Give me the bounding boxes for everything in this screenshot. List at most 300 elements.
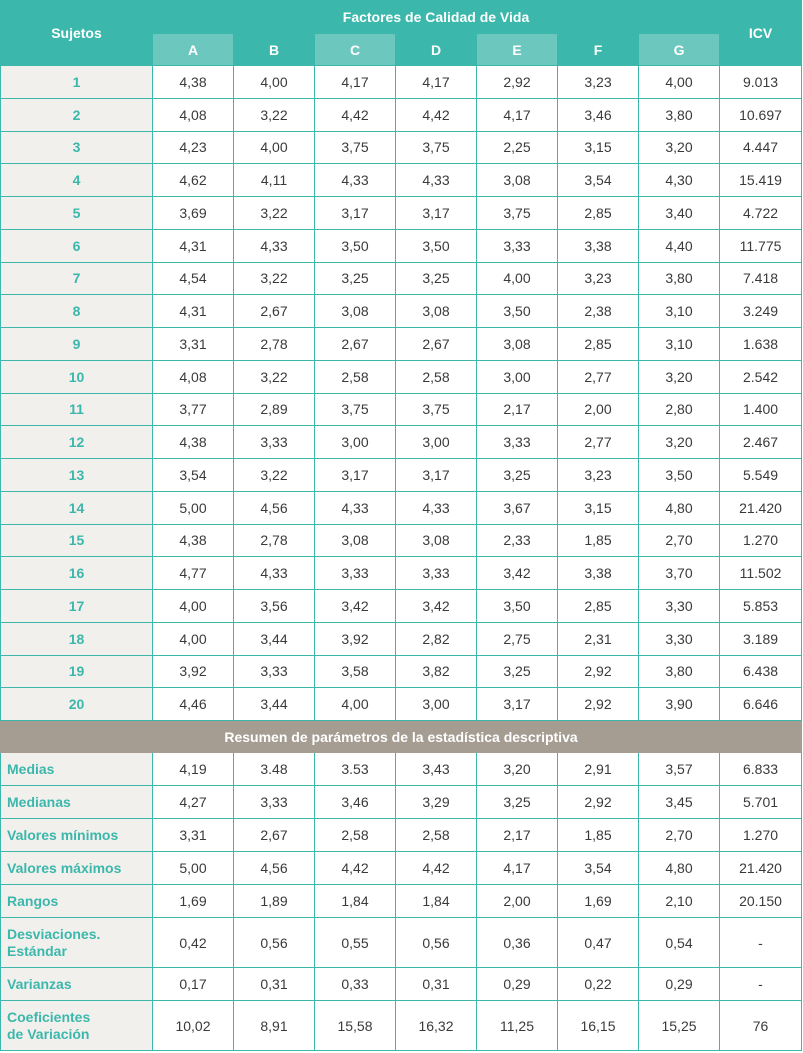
table-row — [1, 590, 802, 623]
icv-cell: 15.419 — [720, 164, 802, 197]
icv-cell: 1.638 — [720, 328, 802, 361]
summary-cell: 4,42 — [315, 852, 396, 885]
summary-cell: 0,42 — [153, 918, 234, 968]
factor-cell: 4,77 — [153, 557, 234, 590]
factor-cell: 2,75 — [477, 622, 558, 655]
summary-icv-cell: - — [720, 968, 802, 1001]
summary-cell: 3,33 — [234, 786, 315, 819]
summary-label — [1, 786, 153, 819]
factor-cell: 3,77 — [153, 393, 234, 426]
subject-id: 10 — [1, 360, 153, 393]
factor-cell: 3,42 — [315, 590, 396, 623]
factor-cell: 3,56 — [234, 590, 315, 623]
summary-cell: 3,54 — [558, 852, 639, 885]
summary-cell: 3,31 — [153, 819, 234, 852]
factor-cell: 4,00 — [234, 131, 315, 164]
summary-cell: 0,29 — [477, 968, 558, 1001]
icv-cell: 1.270 — [720, 524, 802, 557]
factor-cell: 3,23 — [558, 262, 639, 295]
factor-cell: 4,46 — [153, 688, 234, 721]
header-icv: ICV — [720, 1, 802, 66]
summary-cell: 4,17 — [477, 852, 558, 885]
summary-cell: 0,17 — [153, 968, 234, 1001]
summary-cell: 16,32 — [396, 1001, 477, 1051]
factor-cell: 3,08 — [396, 524, 477, 557]
factor-cell: 4,38 — [153, 426, 234, 459]
factor-cell: 4,33 — [234, 229, 315, 262]
factor-cell: 3,33 — [234, 655, 315, 688]
subject-id: 19 — [1, 655, 153, 688]
factor-cell: 4,42 — [396, 98, 477, 131]
factor-cell: 4,42 — [315, 98, 396, 131]
table-row — [1, 393, 802, 426]
summary-label — [1, 1001, 153, 1051]
factor-cell: 4,33 — [396, 491, 477, 524]
subject-id: 16 — [1, 557, 153, 590]
summary-cell: 1,69 — [558, 885, 639, 918]
factor-cell: 3,33 — [477, 229, 558, 262]
factor-cell: 2,80 — [639, 393, 720, 426]
factor-cell: 3,58 — [315, 655, 396, 688]
summary-label-line: Valores máximos — [7, 859, 122, 876]
summary-cell: 0,47 — [558, 918, 639, 968]
factor-cell: 2,33 — [477, 524, 558, 557]
subject-id: 9 — [1, 328, 153, 361]
table-row — [1, 197, 802, 230]
table-row — [1, 328, 802, 361]
factor-cell: 2,00 — [558, 393, 639, 426]
summary-cell: 2,58 — [396, 819, 477, 852]
factor-cell: 3,33 — [315, 557, 396, 590]
summary-label-line: Estándar — [7, 942, 67, 959]
factor-cell: 3,50 — [477, 295, 558, 328]
factor-cell: 3,17 — [396, 459, 477, 492]
summary-cell: 2,70 — [639, 819, 720, 852]
factor-cell: 4,17 — [315, 66, 396, 99]
table-row — [1, 491, 802, 524]
table-row — [1, 426, 802, 459]
factor-cell: 3,33 — [396, 557, 477, 590]
summary-cell: 0,33 — [315, 968, 396, 1001]
factor-cell: 2,85 — [558, 590, 639, 623]
factor-cell: 1,85 — [558, 524, 639, 557]
table-row — [1, 622, 802, 655]
factor-cell: 3,22 — [234, 98, 315, 131]
factor-cell: 3,82 — [396, 655, 477, 688]
factor-cell: 3,70 — [639, 557, 720, 590]
factor-cell: 3,08 — [396, 295, 477, 328]
header-factor-e: E — [477, 34, 558, 66]
summary-cell: 15,25 — [639, 1001, 720, 1051]
subject-id: 8 — [1, 295, 153, 328]
summary-cell: 8,91 — [234, 1001, 315, 1051]
factor-cell: 3,42 — [477, 557, 558, 590]
factor-cell: 4,17 — [477, 98, 558, 131]
factor-cell: 4,33 — [234, 557, 315, 590]
icv-cell: 2.542 — [720, 360, 802, 393]
table-row — [1, 66, 802, 99]
summary-icv-cell: 1.270 — [720, 819, 802, 852]
factor-cell: 4,00 — [153, 590, 234, 623]
subject-id: 2 — [1, 98, 153, 131]
summary-label-line: Medias — [7, 760, 55, 777]
summary-cell: 4,42 — [396, 852, 477, 885]
factor-cell: 2,82 — [396, 622, 477, 655]
factor-cell: 2,85 — [558, 197, 639, 230]
summary-row — [1, 968, 802, 1001]
factor-cell: 3,30 — [639, 590, 720, 623]
factor-cell: 2,89 — [234, 393, 315, 426]
factor-cell: 4,17 — [396, 66, 477, 99]
factor-cell: 4,00 — [153, 622, 234, 655]
factor-cell: 3,75 — [477, 197, 558, 230]
summary-cell: 1,69 — [153, 885, 234, 918]
factor-cell: 5,00 — [153, 491, 234, 524]
summary-cell: 11,25 — [477, 1001, 558, 1051]
factor-cell: 4,11 — [234, 164, 315, 197]
factor-cell: 3,80 — [639, 98, 720, 131]
icv-cell: 1.400 — [720, 393, 802, 426]
header-factor-c: C — [315, 34, 396, 66]
factor-cell: 3,54 — [558, 164, 639, 197]
factor-cell: 3,17 — [315, 197, 396, 230]
factor-cell: 3,22 — [234, 360, 315, 393]
icv-cell: 7.418 — [720, 262, 802, 295]
factor-cell: 2,58 — [315, 360, 396, 393]
factor-cell: 3,44 — [234, 688, 315, 721]
summary-cell: 0,56 — [234, 918, 315, 968]
factor-cell: 2,85 — [558, 328, 639, 361]
subject-id: 17 — [1, 590, 153, 623]
summary-cell: 4,80 — [639, 852, 720, 885]
subject-id: 3 — [1, 131, 153, 164]
summary-cell: 3,46 — [315, 786, 396, 819]
factor-cell: 3,23 — [558, 459, 639, 492]
factor-cell: 3,30 — [639, 622, 720, 655]
factor-cell: 3,40 — [639, 197, 720, 230]
subject-id: 14 — [1, 491, 153, 524]
factor-cell: 4,23 — [153, 131, 234, 164]
summary-row — [1, 1001, 802, 1051]
summary-row — [1, 819, 802, 852]
factor-cell: 4,54 — [153, 262, 234, 295]
summary-cell: 0,29 — [639, 968, 720, 1001]
factor-cell: 3,50 — [477, 590, 558, 623]
factor-cell: 3,75 — [396, 131, 477, 164]
summary-label-line: Desviaciones. — [7, 925, 101, 942]
factor-cell: 4,31 — [153, 229, 234, 262]
header-factor-d: D — [396, 34, 477, 66]
subject-id: 11 — [1, 393, 153, 426]
icv-cell: 11.502 — [720, 557, 802, 590]
table-row — [1, 688, 802, 721]
factor-cell: 4,00 — [315, 688, 396, 721]
header-factor-a: A — [153, 34, 234, 66]
summary-cell: 4,56 — [234, 852, 315, 885]
subject-id: 4 — [1, 164, 153, 197]
factor-cell: 3,75 — [315, 393, 396, 426]
icv-cell: 4.447 — [720, 131, 802, 164]
factor-cell: 2,17 — [477, 393, 558, 426]
factor-cell: 3,50 — [639, 459, 720, 492]
summary-label — [1, 885, 153, 918]
factor-cell: 4,08 — [153, 360, 234, 393]
factor-cell: 3,08 — [315, 524, 396, 557]
summary-label-line: Rangos — [7, 892, 59, 909]
factor-cell: 2,78 — [234, 328, 315, 361]
summary-cell: 5,00 — [153, 852, 234, 885]
factor-cell: 4,38 — [153, 524, 234, 557]
summary-label — [1, 819, 153, 852]
summary-cell: 2,91 — [558, 753, 639, 786]
factor-cell: 3,44 — [234, 622, 315, 655]
factor-cell: 3,69 — [153, 197, 234, 230]
table-row — [1, 459, 802, 492]
subject-id: 7 — [1, 262, 153, 295]
factor-cell: 2,92 — [558, 655, 639, 688]
icv-cell: 4.722 — [720, 197, 802, 230]
factor-cell: 2,31 — [558, 622, 639, 655]
factor-cell: 3,20 — [639, 360, 720, 393]
icv-cell: 21.420 — [720, 491, 802, 524]
factor-cell: 3,10 — [639, 295, 720, 328]
summary-section — [1, 721, 802, 753]
factor-cell: 2,67 — [396, 328, 477, 361]
summary-cell: 4,27 — [153, 786, 234, 819]
factor-cell: 4,56 — [234, 491, 315, 524]
icv-cell: 6.438 — [720, 655, 802, 688]
summary-label — [1, 753, 153, 786]
factor-cell: 2,25 — [477, 131, 558, 164]
factor-cell: 3,46 — [558, 98, 639, 131]
factor-cell: 3,15 — [558, 131, 639, 164]
factor-cell: 3,50 — [315, 229, 396, 262]
summary-icv-cell: 6.833 — [720, 753, 802, 786]
summary-label-line: Coeficientes — [7, 1008, 91, 1025]
factor-cell: 3,80 — [639, 262, 720, 295]
summary-cell: 3.53 — [315, 753, 396, 786]
summary-label — [1, 918, 153, 968]
table-row — [1, 229, 802, 262]
summary-cell: 2,17 — [477, 819, 558, 852]
summary-cell: 0,55 — [315, 918, 396, 968]
factor-cell: 3,75 — [396, 393, 477, 426]
factor-cell: 4,08 — [153, 98, 234, 131]
factor-cell: 3,25 — [477, 655, 558, 688]
summary-cell: 4,19 — [153, 753, 234, 786]
summary-cell: 0,31 — [234, 968, 315, 1001]
factor-cell: 3,33 — [477, 426, 558, 459]
factor-cell: 3,00 — [477, 360, 558, 393]
summary-label — [1, 968, 153, 1001]
factor-cell: 3,20 — [639, 426, 720, 459]
factor-cell: 2,78 — [234, 524, 315, 557]
table-row — [1, 98, 802, 131]
subject-id: 18 — [1, 622, 153, 655]
factor-cell: 3,10 — [639, 328, 720, 361]
summary-label-line: Medianas — [7, 793, 71, 810]
summary-cell: 0,22 — [558, 968, 639, 1001]
subject-id: 20 — [1, 688, 153, 721]
factor-cell: 4,80 — [639, 491, 720, 524]
factor-cell: 3,92 — [315, 622, 396, 655]
header-factores: Factores de Calidad de Vida — [153, 1, 720, 34]
summary-cell: 1,85 — [558, 819, 639, 852]
summary-cell: 2,67 — [234, 819, 315, 852]
factor-cell: 3,08 — [477, 164, 558, 197]
factor-cell: 3,00 — [315, 426, 396, 459]
factor-cell: 2,92 — [477, 66, 558, 99]
summary-cell: 10,02 — [153, 1001, 234, 1051]
summary-row — [1, 852, 802, 885]
factor-cell: 3,38 — [558, 557, 639, 590]
summary-cell: 0,54 — [639, 918, 720, 968]
icv-cell: 3.249 — [720, 295, 802, 328]
icv-cell: 5.853 — [720, 590, 802, 623]
factor-cell: 4,38 — [153, 66, 234, 99]
factor-cell: 2,77 — [558, 426, 639, 459]
factor-cell: 3,08 — [315, 295, 396, 328]
summary-cell: 2,10 — [639, 885, 720, 918]
factor-cell: 3,22 — [234, 262, 315, 295]
factor-cell: 4,00 — [639, 66, 720, 99]
summary-cell: 0,36 — [477, 918, 558, 968]
factor-cell: 3,67 — [477, 491, 558, 524]
factor-cell: 3,80 — [639, 655, 720, 688]
factor-cell: 3,25 — [315, 262, 396, 295]
header-factor-b: B — [234, 34, 315, 66]
factor-cell: 3,17 — [477, 688, 558, 721]
icv-cell: 11.775 — [720, 229, 802, 262]
factor-cell: 3,25 — [477, 459, 558, 492]
factor-cell: 3,22 — [234, 197, 315, 230]
table-row — [1, 131, 802, 164]
icv-cell: 10.697 — [720, 98, 802, 131]
factor-cell: 4,40 — [639, 229, 720, 262]
factor-cell: 3,00 — [396, 426, 477, 459]
factor-cell: 3,22 — [234, 459, 315, 492]
factor-cell: 3,20 — [639, 131, 720, 164]
summary-cell: 16,15 — [558, 1001, 639, 1051]
summary-cell: 3,43 — [396, 753, 477, 786]
summary-cell: 3,25 — [477, 786, 558, 819]
summary-row — [1, 918, 802, 968]
table-row — [1, 524, 802, 557]
summary-icv-cell: 20.150 — [720, 885, 802, 918]
summary-icv-cell: 21.420 — [720, 852, 802, 885]
factor-cell: 3,38 — [558, 229, 639, 262]
table-row — [1, 655, 802, 688]
subjects-body — [1, 66, 802, 721]
icv-cell: 9.013 — [720, 66, 802, 99]
factor-cell: 3,33 — [234, 426, 315, 459]
summary-label-line: de Variación — [7, 1025, 90, 1042]
table-row — [1, 262, 802, 295]
summary-icv-cell: 76 — [720, 1001, 802, 1051]
summary-cell: 0,56 — [396, 918, 477, 968]
icv-cell: 3.189 — [720, 622, 802, 655]
summary-cell: 3,29 — [396, 786, 477, 819]
summary-cell: 3,45 — [639, 786, 720, 819]
factor-cell: 3,50 — [396, 229, 477, 262]
summary-icv-cell: 5.701 — [720, 786, 802, 819]
factor-cell: 3,90 — [639, 688, 720, 721]
subject-id: 13 — [1, 459, 153, 492]
table-row — [1, 295, 802, 328]
summary-cell: 3,20 — [477, 753, 558, 786]
icv-cell: 5.549 — [720, 459, 802, 492]
factor-cell: 3,54 — [153, 459, 234, 492]
factor-cell: 2,67 — [315, 328, 396, 361]
icv-cell: 6.646 — [720, 688, 802, 721]
factor-cell: 2,92 — [558, 688, 639, 721]
subject-id: 1 — [1, 66, 153, 99]
summary-row — [1, 753, 802, 786]
summary-cell: 2,58 — [315, 819, 396, 852]
factor-cell: 3,31 — [153, 328, 234, 361]
factor-cell: 2,77 — [558, 360, 639, 393]
factor-cell: 3,00 — [396, 688, 477, 721]
table-row — [1, 164, 802, 197]
summary-row — [1, 885, 802, 918]
factor-cell: 3,17 — [315, 459, 396, 492]
header-factor-g: G — [639, 34, 720, 66]
summary-cell: 2,92 — [558, 786, 639, 819]
table-row — [1, 557, 802, 590]
summary-cell: 0,31 — [396, 968, 477, 1001]
summary-cell: 3,57 — [639, 753, 720, 786]
header-factor-f: F — [558, 34, 639, 66]
summary-label — [1, 852, 153, 885]
summary-cell: 3.48 — [234, 753, 315, 786]
summary-cell: 1,89 — [234, 885, 315, 918]
table-row — [1, 360, 802, 393]
factor-cell: 3,25 — [396, 262, 477, 295]
summary-body — [1, 753, 802, 1051]
subject-id: 5 — [1, 197, 153, 230]
summary-row — [1, 786, 802, 819]
factor-cell: 4,30 — [639, 164, 720, 197]
factor-cell: 2,67 — [234, 295, 315, 328]
factor-cell: 2,70 — [639, 524, 720, 557]
factor-cell: 4,00 — [477, 262, 558, 295]
icv-cell: 2.467 — [720, 426, 802, 459]
factor-cell: 3,08 — [477, 328, 558, 361]
summary-label-line: Valores mínimos — [7, 826, 119, 843]
factor-cell: 3,23 — [558, 66, 639, 99]
factor-cell: 4,62 — [153, 164, 234, 197]
subject-id: 6 — [1, 229, 153, 262]
factor-cell: 3,17 — [396, 197, 477, 230]
factor-cell: 3,42 — [396, 590, 477, 623]
summary-icv-cell: - — [720, 918, 802, 968]
factor-cell: 4,00 — [234, 66, 315, 99]
factor-cell: 3,15 — [558, 491, 639, 524]
factor-cell: 4,33 — [396, 164, 477, 197]
subject-id: 15 — [1, 524, 153, 557]
summary-cell: 15,58 — [315, 1001, 396, 1051]
factor-cell: 2,38 — [558, 295, 639, 328]
summary-cell: 2,00 — [477, 885, 558, 918]
summary-cell: 1,84 — [315, 885, 396, 918]
factor-cell: 4,33 — [315, 491, 396, 524]
factor-cell: 2,58 — [396, 360, 477, 393]
factor-cell: 3,92 — [153, 655, 234, 688]
summary-label-line: Varianzas — [7, 975, 72, 992]
header-sujetos: Sujetos — [1, 1, 153, 66]
summary-title: Resumen de parámetros de la estadística descriptiva — [1, 721, 802, 753]
subject-id: 12 — [1, 426, 153, 459]
